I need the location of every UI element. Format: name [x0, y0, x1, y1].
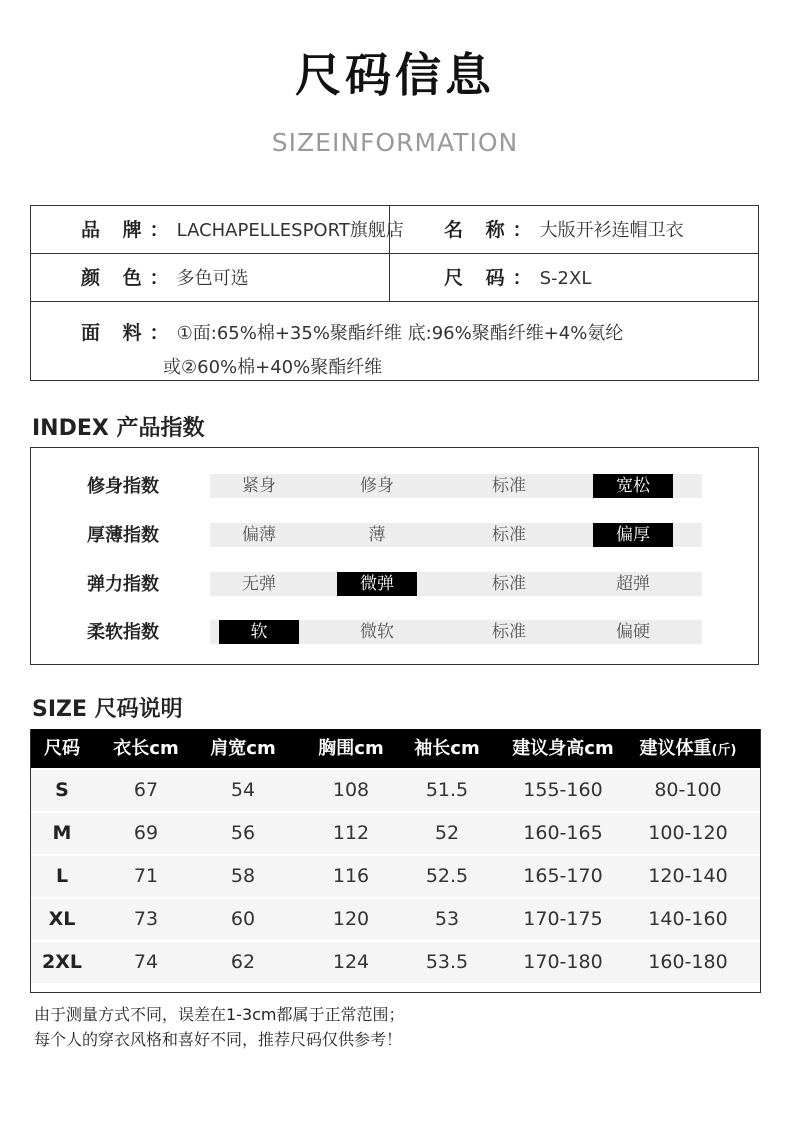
index-option: 偏硬: [616, 622, 650, 642]
size-row: [31, 813, 760, 854]
index-option-selected: 宽松: [593, 474, 673, 498]
index-option: 标准: [492, 525, 526, 545]
size-cell: 170-180: [523, 951, 603, 973]
size-cell: 160-180: [648, 951, 728, 973]
size-cell: 69: [133, 822, 159, 844]
size-column-header: [623, 729, 753, 770]
size-row: [31, 942, 760, 983]
size-column-label: 尺码: [44, 738, 80, 759]
size-column-label: 肩宽cm: [210, 738, 276, 759]
fabric-label: 面 料：: [81, 322, 177, 344]
index-option: 标准: [492, 476, 526, 496]
product-info-table: [30, 205, 759, 381]
size-cell: 165-170: [523, 865, 603, 887]
size-cell: 80-100: [654, 779, 722, 801]
size-cell: 73: [133, 908, 159, 930]
size-notes: [34, 1002, 405, 1052]
note-line-1: 由于测量方式不同，误差在1-3cm都属于正常范围；: [34, 1005, 405, 1024]
size-column-header: [193, 729, 293, 768]
name-value: 大版开衫连帽卫衣: [539, 220, 684, 241]
size-cell: 100-120: [648, 822, 728, 844]
size-label: 尺 码：: [444, 267, 540, 289]
size-column-label: 建议体重: [639, 738, 712, 759]
size-row: [31, 899, 760, 940]
size-cell: 62: [230, 951, 256, 973]
size-column-label: 袖长cm: [414, 738, 480, 759]
product-index-box: [30, 447, 759, 665]
size-column-header: [301, 729, 401, 768]
index-option: 超弹: [616, 574, 650, 594]
index-option-selected: 偏厚: [593, 523, 673, 547]
size-cell: [444, 254, 591, 302]
index-row-name: 柔软指数: [87, 622, 159, 643]
index-option-selected: 软: [219, 620, 299, 644]
color-label: 颜 色：: [81, 267, 177, 289]
index-row-name: 厚薄指数: [87, 525, 159, 546]
size-cell: 116: [332, 865, 370, 887]
size-row-label: S: [55, 779, 69, 801]
size-cell: 52.5: [425, 865, 469, 887]
size-cell: 52: [434, 822, 460, 844]
size-row-label: L: [55, 865, 69, 887]
index-option: 修身: [360, 476, 394, 496]
index-option: 偏薄: [242, 525, 276, 545]
index-row: [31, 620, 758, 646]
size-column-header: [96, 729, 196, 768]
index-row: [31, 474, 758, 500]
color-cell: [81, 254, 249, 302]
index-option: 标准: [492, 574, 526, 594]
size-cell: 53: [434, 908, 460, 930]
size-cell: 58: [230, 865, 256, 887]
index-option: 微软: [360, 622, 394, 642]
size-cell: 170-175: [523, 908, 603, 930]
size-cell: 56: [230, 822, 256, 844]
size-cell: 51.5: [425, 779, 469, 801]
size-row-label: XL: [48, 908, 76, 930]
name-label: 名 称：: [444, 219, 540, 241]
size-cell: 60: [230, 908, 256, 930]
index-option: 标准: [492, 622, 526, 642]
size-cell: 160-165: [523, 822, 603, 844]
index-heading: INDEX 产品指数: [32, 416, 205, 441]
index-row-name: 修身指数: [87, 476, 159, 497]
size-cell: 71: [133, 865, 159, 887]
size-cell: 120: [332, 908, 370, 930]
color-value: 多色可选: [176, 268, 249, 289]
size-cell: 124: [332, 951, 370, 973]
size-cell: 54: [230, 779, 256, 801]
weight-unit: (斤): [711, 743, 737, 758]
brand-label: 品 牌：: [81, 219, 177, 241]
size-table: [30, 729, 761, 993]
size-value: S-2XL: [539, 268, 592, 289]
size-column-header: [498, 729, 628, 768]
size-cell: 112: [332, 822, 370, 844]
index-option-selected: 微弹: [337, 572, 417, 596]
size-column-header: [32, 729, 92, 768]
size-cell: 140-160: [648, 908, 728, 930]
size-column-header: [402, 729, 492, 768]
size-cell: 74: [133, 951, 159, 973]
size-column-label: 衣长cm: [113, 738, 179, 759]
size-table-header: [31, 729, 760, 768]
brand-value: LACHAPELLESPORT旗舰店: [176, 220, 404, 241]
index-option: 薄: [368, 525, 386, 545]
brand-cell: [81, 206, 404, 254]
size-column-label: 胸围cm: [318, 738, 384, 759]
size-row-label: 2XL: [42, 951, 82, 973]
index-row: [31, 523, 758, 549]
fabric-line-1: ①面:65%棉+35%聚酯纤维 底:96%聚酯纤维+4%氨纶: [176, 323, 624, 344]
fabric-line-2: 或②60%棉+40%聚酯纤维: [163, 357, 383, 378]
note-line-2: 每个人的穿衣风格和喜好不同，推荐尺码仅供参考！: [34, 1030, 403, 1049]
index-row-name: 弹力指数: [87, 574, 159, 595]
index-row: [31, 572, 758, 598]
size-row: [31, 856, 760, 897]
size-cell: 120-140: [648, 865, 728, 887]
size-row: [31, 770, 760, 811]
size-heading: SIZE 尺码说明: [32, 697, 183, 722]
size-cell: 53.5: [425, 951, 469, 973]
name-cell: [444, 206, 684, 254]
page-title: 尺码信息: [295, 48, 495, 102]
fabric-cell: [81, 316, 623, 385]
size-column-label: 建议身高cm: [512, 738, 614, 759]
size-cell: 108: [332, 779, 370, 801]
page-subtitle: SIZEINFORMATION: [271, 128, 519, 157]
size-cell: 67: [133, 779, 159, 801]
index-option: 无弹: [242, 574, 276, 594]
size-cell: 155-160: [523, 779, 603, 801]
size-row-label: M: [52, 822, 72, 844]
index-option: 紧身: [242, 476, 276, 496]
